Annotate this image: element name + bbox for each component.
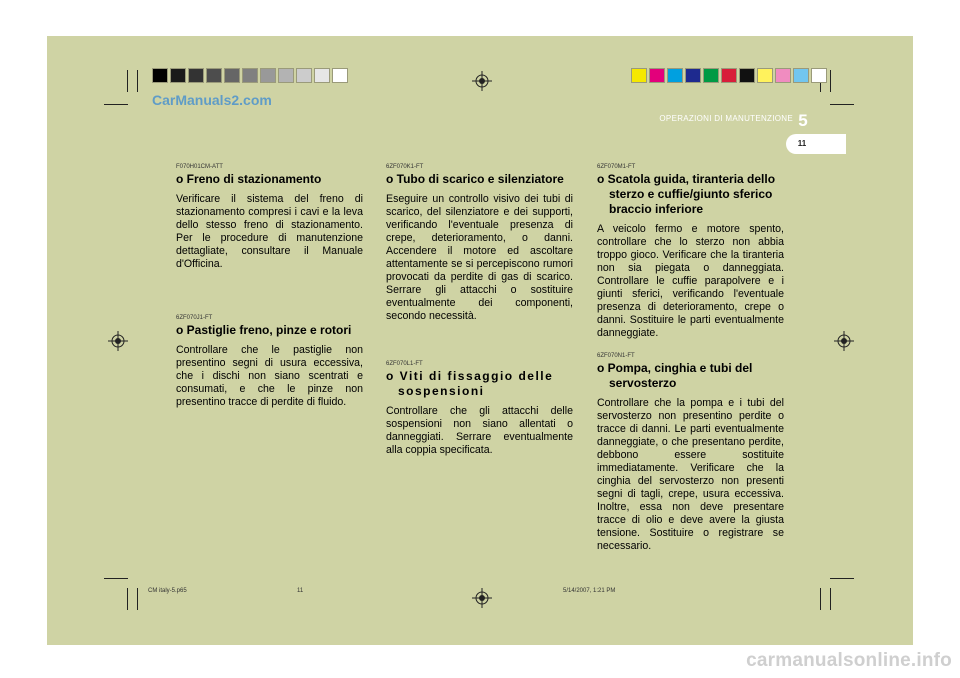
section-code: 6ZF070J1-FT	[176, 315, 213, 321]
section-body: A veicolo fermo e motore spento, controllare che lo sterzo non abbia troppo gioco. Verificare che la tiranteria non sia piegata o danneggiata. Controllare le cuffie parapolvere e i giunti sferici, verificando l'eventuale presenza di deterioramento, crepe o danni. Sostituire le parti eventualmente danneggiate.	[597, 223, 784, 339]
section-code: F070H01CM-ATT	[176, 164, 223, 170]
page-number: 11	[797, 139, 807, 148]
section-heading: o Scatola guida, tiranteria dello sterzo e cuffie/giunto sferico braccio inferiore	[597, 172, 776, 216]
crop-mark	[830, 70, 831, 92]
crop-mark	[830, 104, 854, 105]
chapter-title: OPERAZIONI DI MANUTENZIONE	[659, 114, 793, 123]
chapter-number: 5	[798, 111, 808, 130]
section-viti-fissaggio	[386, 361, 573, 457]
section-body: Eseguire un controllo visivo dei tubi di scarico, del silenziatore e dei supporti, verificando l'eventuale presenza di crepe, deterioramento, o danni. Accendere il motore ed ascoltare attentamente se si percepiscono rumori provocati da perdite di gas di scarico. Serrare gli attacchi o sostituire eventualmente dei componenti, secondo necessità.	[386, 193, 573, 322]
section-body: Controllare che la pompa e i tubi del servosterzo non presentino perdite o tracce di danni. Le parti eventualmente danneggiate, o che presentano perdite, debbono essere sostituite immediatamente. Verificare che la cinghia del servosterzo non presenti segni di tagli, crepe, usura eccessiva. Inoltre, essa non deve presentare tracce di olio e deve avere la giusta tensione. Sostituire o registrare se necessario.	[597, 397, 784, 552]
crop-mark	[104, 578, 128, 579]
watermark-site: CarManuals2.com	[152, 92, 272, 108]
section-heading: o Viti di fissaggio delle sospensioni	[386, 369, 554, 398]
section-heading: o Pastiglie freno, pinze e rotori	[176, 323, 352, 337]
section-body: Controllare che gli attacchi delle sospensioni non siano allentati o danneggiati. Serrare eventualmente alla coppia specificata.	[386, 405, 573, 456]
section-code: 6ZF070L1-FT	[386, 361, 423, 367]
section-body: Verificare il sistema del freno di stazionamento compresi i cavi e la leva dello stesso freno di stazionamento. Per le procedure di manutenzione dettagliate, consultare il Manuale d'Officina.	[176, 193, 363, 270]
crop-mark	[127, 588, 128, 610]
section-code: 6ZF070N1-FT	[597, 353, 635, 359]
section-code: 6ZF070K1-FT	[386, 164, 424, 170]
crop-mark	[127, 70, 128, 92]
registration-mark-icon	[472, 71, 492, 91]
crop-mark	[137, 70, 138, 92]
section-tubo-scarico	[386, 164, 573, 323]
crop-mark	[104, 104, 128, 105]
cmyk-color-bar	[631, 68, 829, 83]
section-heading: o Freno di stazionamento	[176, 172, 322, 186]
section-heading: o Pompa, cinghia e tubi del servosterzo	[597, 361, 753, 390]
crop-mark	[830, 588, 831, 610]
section-scatola-guida	[597, 164, 784, 340]
section-code: 6ZF070M1-FT	[597, 164, 636, 170]
footer-page: 11	[297, 588, 304, 594]
section-freno-stazionamento	[176, 164, 363, 271]
crop-mark	[137, 588, 138, 610]
registration-mark-icon	[108, 331, 128, 351]
footer-filename: CM italy-5.p65	[148, 588, 187, 594]
crop-mark	[830, 578, 854, 579]
section-body: Controllare che le pastiglie non presentino segni di usura eccessiva, che i dischi non siano scentrati e consumati, e che le pinze non presentino tracce di perdite di fluido.	[176, 344, 363, 408]
crop-mark	[820, 588, 821, 610]
section-pompa-cinghia	[597, 353, 784, 553]
section-pastiglie-freno	[176, 315, 363, 409]
registration-mark-icon	[472, 588, 492, 608]
registration-mark-icon	[834, 331, 854, 351]
footer-timestamp: 5/14/2007, 1:21 PM	[563, 588, 616, 594]
grayscale-color-bar	[152, 68, 350, 83]
section-heading: o Tubo di scarico e silenziatore	[386, 172, 564, 186]
bottom-watermark: carmanualsonline.info	[746, 650, 952, 671]
